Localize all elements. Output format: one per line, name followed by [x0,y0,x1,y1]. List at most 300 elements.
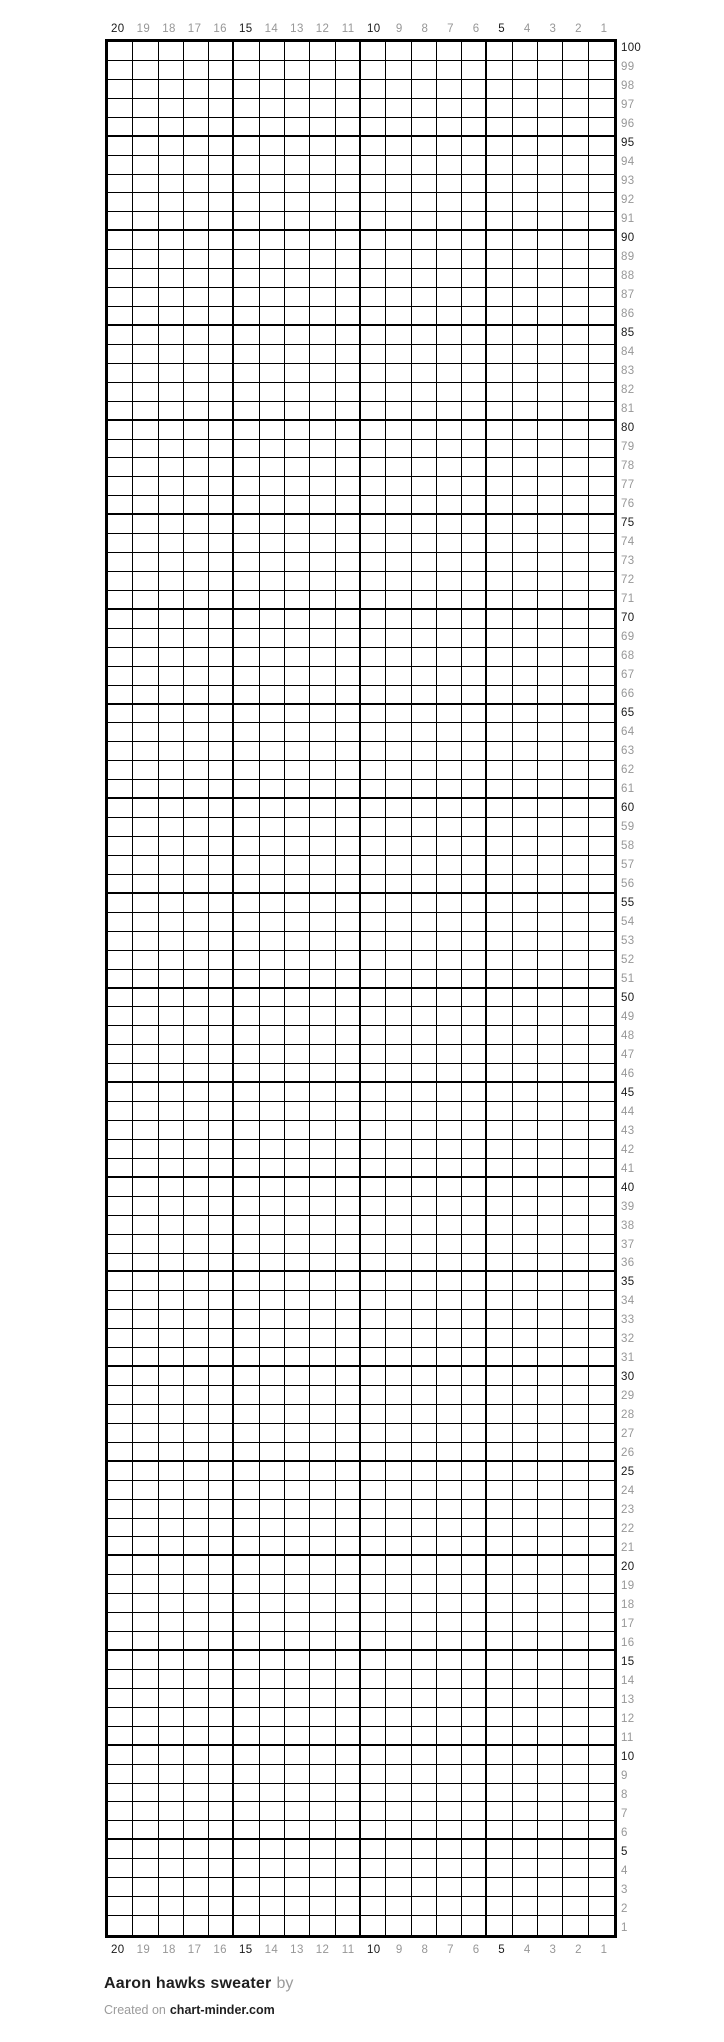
grid-cell [386,894,411,913]
grid-cell [412,440,437,459]
grid-cell [285,818,310,837]
grid-cell [234,496,259,515]
grid-cell [513,1310,538,1329]
grid-cell [487,269,512,288]
grid-cell [386,970,411,989]
grid-cell [361,440,386,459]
row-label: 59 [621,820,635,833]
grid-cell [412,269,437,288]
grid-cell [310,1254,335,1273]
grid-cell [108,1916,133,1935]
grid-cell [589,1708,614,1727]
grid-cell [513,269,538,288]
grid-cell [336,307,361,326]
grid-cell [361,1689,386,1708]
grid-cell [285,1462,310,1481]
grid-cell [386,553,411,572]
grid-cell [462,1102,487,1121]
grid-cell [487,1519,512,1538]
grid-cell [209,629,234,648]
grid-cell [589,761,614,780]
grid-cell [361,951,386,970]
grid-cell [437,1575,462,1594]
grid-cell [133,932,158,951]
grid-cell [133,307,158,326]
grid-cell [159,1159,184,1178]
grid-cell [462,1821,487,1840]
grid-cell [563,913,588,932]
grid-cell [589,1083,614,1102]
grid-cell [563,1102,588,1121]
grid-cell [487,856,512,875]
grid-cell [108,1045,133,1064]
grid-cell [513,80,538,99]
grid-cell [209,99,234,118]
grid-cell [310,837,335,856]
grid-cell [563,326,588,345]
grid-cell [336,1102,361,1121]
grid-cell [133,951,158,970]
grid-cell [563,1254,588,1273]
grid-cell [386,648,411,667]
grid-cell [234,1064,259,1083]
grid-cell [209,1272,234,1291]
grid-cell [361,761,386,780]
grid-cell [285,1102,310,1121]
grid-cell [285,1897,310,1916]
grid-cell [361,875,386,894]
grid-cell [462,80,487,99]
grid-cell [108,1178,133,1197]
grid-cell [260,1178,285,1197]
grid-cell [108,1784,133,1803]
grid-cell [159,1329,184,1348]
grid-cell [336,1746,361,1765]
grid-cell [209,1556,234,1575]
grid-cell [133,1708,158,1727]
grid-cell [184,1859,209,1878]
grid-cell [487,1083,512,1102]
grid-cell [285,1235,310,1254]
grid-cell [487,477,512,496]
grid-cell [538,1689,563,1708]
credit-site-link[interactable]: chart-minder.com [169,2003,275,2017]
grid-cell [285,1821,310,1840]
grid-cell [361,591,386,610]
grid-cell [437,1386,462,1405]
grid-cell [133,610,158,629]
grid-cell [209,1310,234,1329]
grid-cell [412,1197,437,1216]
grid-cell [538,1708,563,1727]
grid-cell [538,99,563,118]
grid-cell [538,648,563,667]
grid-cell [159,799,184,818]
grid-cell [386,667,411,686]
chart-title-by: by [276,1975,294,1992]
grid-cell [563,534,588,553]
grid-cell [589,1632,614,1651]
grid-cell [285,1878,310,1897]
grid-cell [462,1235,487,1254]
grid-cell [310,932,335,951]
row-label: 37 [621,1238,635,1251]
grid-cell [209,212,234,231]
grid-cell [184,458,209,477]
grid-cell [386,1235,411,1254]
grid-cell [437,1897,462,1916]
grid-cell [184,1121,209,1140]
grid-cell [234,837,259,856]
grid-cell [386,1310,411,1329]
grid-cell [310,1367,335,1386]
grid-cell [589,1765,614,1784]
grid-cell [412,1859,437,1878]
grid-cell [412,1007,437,1026]
grid-cell [310,118,335,137]
grid-cell [563,1840,588,1859]
grid-cell [563,1159,588,1178]
row-label: 44 [621,1105,635,1118]
grid-cell [412,1670,437,1689]
grid-cell [310,742,335,761]
grid-cell [437,118,462,137]
grid-cell [209,913,234,932]
grid-cell [159,1367,184,1386]
grid-cell [513,1840,538,1859]
grid-cell [336,1916,361,1935]
grid-cell [361,137,386,156]
grid-cell [159,534,184,553]
grid-cell [285,989,310,1008]
grid-cell [285,61,310,80]
grid-cell [133,1878,158,1897]
grid-cell [412,1613,437,1632]
grid-cell [589,402,614,421]
grid-cell [310,1878,335,1897]
column-label: 4 [523,23,531,35]
grid-cell [563,1594,588,1613]
grid-cell [589,875,614,894]
grid-cell [184,667,209,686]
grid-cell [563,1916,588,1935]
grid-cell [589,989,614,1008]
grid-cell [209,1651,234,1670]
grid-cell [108,761,133,780]
grid-cell [260,742,285,761]
row-label: 32 [621,1333,635,1346]
grid-cell [487,42,512,61]
grid-cell [437,345,462,364]
grid-cell [310,970,335,989]
grid-cell [462,913,487,932]
grid-cell [336,1632,361,1651]
grid-cell [133,742,158,761]
grid-cell [260,1708,285,1727]
grid-cell [234,42,259,61]
grid-cell [133,1159,158,1178]
grid-cell [234,1746,259,1765]
grid-cell [336,856,361,875]
grid-cell [563,496,588,515]
grid-cell [361,856,386,875]
grid-cell [234,212,259,231]
grid-cell [513,364,538,383]
chart-caption [104,1974,293,1994]
grid-cell [386,610,411,629]
grid-cell [386,1500,411,1519]
grid-cell [234,1481,259,1500]
grid-cell [513,1519,538,1538]
grid-cell [285,1689,310,1708]
grid-cell [285,856,310,875]
grid-cell [361,1424,386,1443]
grid-cell [487,1310,512,1329]
grid-cell [513,610,538,629]
grid-cell [538,723,563,742]
grid-cell [386,175,411,194]
grid-cell [462,989,487,1008]
grid-cell [108,1405,133,1424]
row-label: 67 [621,668,635,681]
grid-cell [487,1670,512,1689]
grid-cell [563,1802,588,1821]
grid-cell [462,1784,487,1803]
grid-cell [437,1708,462,1727]
grid-cell [184,534,209,553]
row-label: 47 [621,1048,635,1061]
grid-cell [462,383,487,402]
grid-cell [209,1235,234,1254]
grid-cell [184,440,209,459]
grid-cell [487,496,512,515]
grid-cell [361,269,386,288]
grid-cell [285,1537,310,1556]
grid-cell [563,1235,588,1254]
grid-cell [209,1481,234,1500]
grid-cell [234,610,259,629]
grid-cell [159,610,184,629]
grid-cell [513,1272,538,1291]
grid-cell [260,231,285,250]
grid-cell [361,212,386,231]
grid-cell [487,742,512,761]
grid-cell [234,1670,259,1689]
grid-cell [437,894,462,913]
row-label: 20 [621,1561,635,1574]
grid-cell [589,629,614,648]
grid-cell [386,364,411,383]
grid-cell [108,932,133,951]
grid-cell [437,231,462,250]
grid-cell [310,1121,335,1140]
grid-cell [412,837,437,856]
grid-cell [361,1519,386,1538]
grid-cell [336,1708,361,1727]
grid-cell [513,1765,538,1784]
row-label: 52 [621,953,635,966]
grid-cell [538,1765,563,1784]
grid-cell [589,1272,614,1291]
grid-cell [563,1670,588,1689]
grid-cell [487,515,512,534]
grid-cell [513,1708,538,1727]
grid-cell [386,421,411,440]
grid-cell [487,1007,512,1026]
row-label: 33 [621,1314,635,1327]
grid-cell [412,761,437,780]
grid-cell [285,1651,310,1670]
grid-cell [260,1840,285,1859]
row-label: 90 [621,232,635,245]
grid-cell [184,42,209,61]
grid-cell [310,610,335,629]
grid-cell [563,1575,588,1594]
grid-cell [563,80,588,99]
column-label: 18 [162,23,176,35]
grid-cell [209,288,234,307]
grid-cell [108,894,133,913]
grid-cell [513,345,538,364]
grid-cell [462,1556,487,1575]
column-label: 20 [111,1944,125,1956]
grid-cell [285,591,310,610]
grid-cell [336,1727,361,1746]
grid-cell [159,1386,184,1405]
grid-cell [538,1651,563,1670]
grid-cell [386,231,411,250]
grid-cell [108,1500,133,1519]
grid-cell [260,705,285,724]
grid-cell [184,1329,209,1348]
grid-cell [437,1083,462,1102]
grid-cell [108,705,133,724]
grid-cell [184,269,209,288]
grid-cell [234,780,259,799]
grid-cell [336,780,361,799]
grid-cell [513,1083,538,1102]
grid-cell [386,402,411,421]
grid-cell [260,723,285,742]
grid-cell [310,894,335,913]
grid-cell [462,42,487,61]
grid-cell [209,723,234,742]
grid-cell [513,1821,538,1840]
grid-cell [437,1272,462,1291]
grid-cell [260,1727,285,1746]
grid-cell [589,1500,614,1519]
grid-cell [108,1367,133,1386]
grid-cell [386,875,411,894]
grid-cell [260,1159,285,1178]
column-label: 11 [341,23,355,35]
grid-cell [184,1102,209,1121]
grid-cell [462,1575,487,1594]
row-label: 41 [621,1162,635,1175]
grid-cell [386,496,411,515]
grid-cell [108,61,133,80]
grid-cell [184,1424,209,1443]
grid-cell [336,1670,361,1689]
grid-cell [310,193,335,212]
grid-cell [234,1178,259,1197]
grid-cell [386,99,411,118]
grid-cell [159,364,184,383]
grid-cell [234,989,259,1008]
grid-cell [159,496,184,515]
grid-cell [234,686,259,705]
grid-cell [538,1121,563,1140]
grid-cell [462,1443,487,1462]
grid-cell [462,137,487,156]
grid-cell [513,477,538,496]
grid-cell [336,1802,361,1821]
grid-cell [260,1121,285,1140]
grid-cell [513,118,538,137]
grid-cell [513,1689,538,1708]
grid-cell [184,212,209,231]
grid-cell [538,1594,563,1613]
grid-cell [412,875,437,894]
grid-cell [234,1802,259,1821]
grid-cell [361,723,386,742]
grid-cell [487,1632,512,1651]
grid-cell [184,1064,209,1083]
grid-cell [234,458,259,477]
grid-cell [133,648,158,667]
grid-cell [336,1007,361,1026]
grid-cell [336,175,361,194]
grid-cell [260,458,285,477]
grid-cell [538,193,563,212]
grid-cell [361,818,386,837]
grid-cell [412,1235,437,1254]
grid-cell [589,553,614,572]
grid-cell [159,231,184,250]
grid-cell [513,1613,538,1632]
grid-cell [437,1916,462,1935]
grid-cell [108,307,133,326]
row-label: 14 [621,1675,635,1688]
grid-cell [184,1821,209,1840]
grid-cell [234,1159,259,1178]
grid-cell [159,402,184,421]
grid-cell [285,1026,310,1045]
grid-cell [361,1556,386,1575]
grid-cell [184,1216,209,1235]
grid-cell [159,383,184,402]
grid-cell [589,421,614,440]
grid-cell [260,1235,285,1254]
grid-cell [159,1878,184,1897]
grid-cell [386,326,411,345]
grid-cell [159,629,184,648]
grid-cell [462,1613,487,1632]
grid-cell [386,1556,411,1575]
grid-cell [209,1765,234,1784]
grid-cell [513,1121,538,1140]
grid-cell [285,837,310,856]
grid-cell [386,1329,411,1348]
grid-cell [133,1254,158,1273]
grid-cell [285,1348,310,1367]
grid-cell [133,591,158,610]
grid-cell [234,1462,259,1481]
grid-cell [209,534,234,553]
grid-cell [386,1651,411,1670]
grid-cell [487,1897,512,1916]
grid-cell [184,137,209,156]
